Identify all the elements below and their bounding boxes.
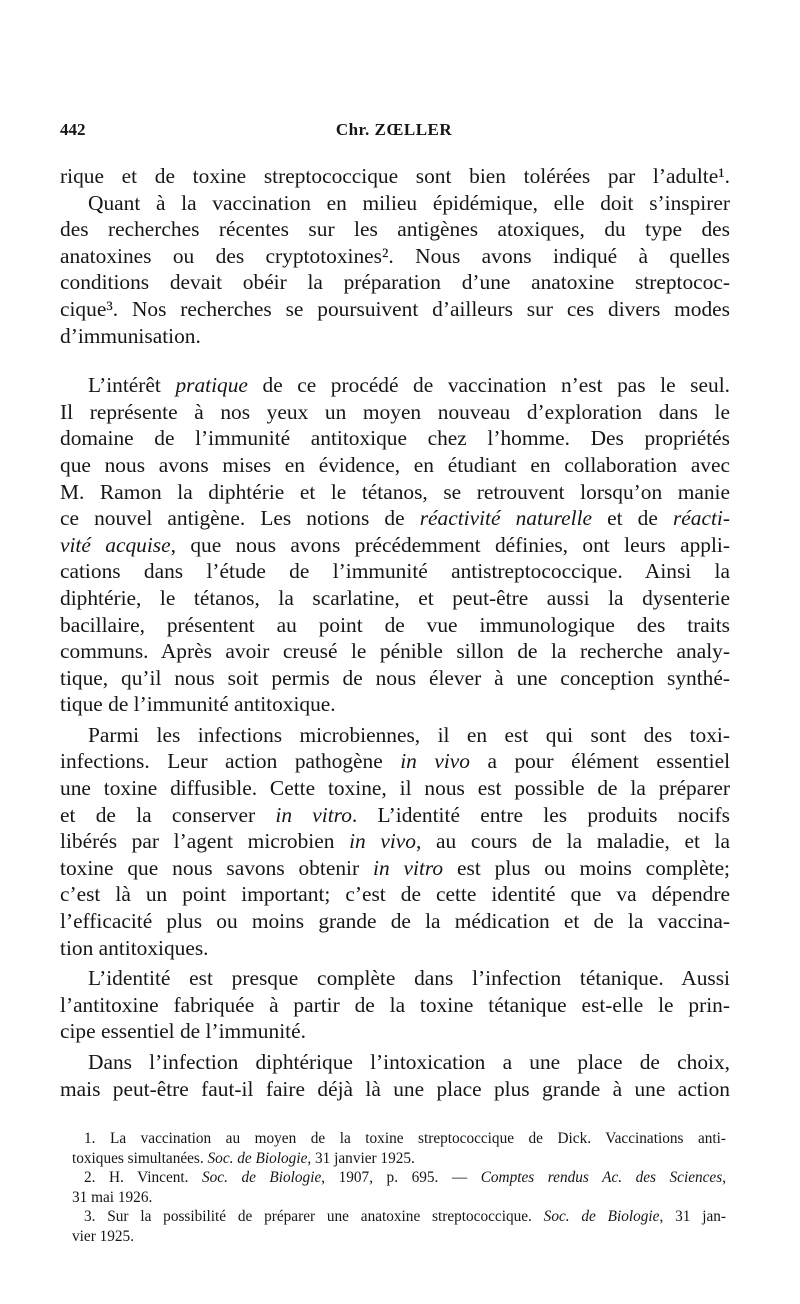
running-head: Chr. ZŒLLER [335, 120, 453, 139]
text-line [60, 532, 730, 559]
text-line: conditions devait obéir la préparation d’une anatoxine streptococ- [60, 270, 730, 295]
text-span: , que nous avons précédemment définies, ont leurs appli- [170, 532, 730, 557]
text-line [60, 828, 730, 855]
text-line: l’antitoxine fabriquée à partir de la toxine tétanique est-elle le prin- [60, 992, 730, 1017]
footnote-line: vier 1925. [72, 1227, 135, 1245]
text-span: 3. Sur la possibilité de préparer une anatoxine streptococcique. [84, 1208, 544, 1225]
emphasis: Soc. de Biologie [543, 1208, 660, 1225]
emphasis: Comptes rendus Ac. des Sciences [480, 1169, 723, 1186]
paragraph [60, 372, 730, 718]
footnote-line: 1. La vaccination au moyen de la toxine streptococcique de Dick. Vaccinations anti- [84, 1130, 726, 1147]
text-line: diphtérie, le tétanos, la scarlatine, et peut-être aussi la dysenterie [60, 585, 730, 610]
emphasis: in vitro [275, 802, 352, 827]
text-span: infections. Leur action pathogène [60, 749, 401, 774]
emphasis: pratique [175, 373, 248, 398]
emphasis: Soc. de Biologie [207, 1149, 308, 1167]
text-span: ce nouvel antigène. Les notions de [60, 506, 420, 531]
text-line: domaine de l’immunité antitoxique chez l’homme. Des propriétés [60, 426, 730, 451]
text-line: c’est là un point important; c’est de cette identité que va dépendre [60, 882, 730, 907]
emphasis: in vitro [373, 855, 444, 880]
paragraph [60, 965, 730, 1045]
emphasis: in vivo [400, 749, 470, 774]
text-line: Dans l’infection diphtérique l’intoxication a une place de choix, [88, 1050, 730, 1074]
text-span: de ce procédé de vaccination n’est pas le seul. [247, 373, 730, 398]
text-line: cations dans l’étude de l’immunité antistreptococcique. Ainsi la [60, 559, 730, 584]
text-line: L’identité est presque complète dans l’infection tétanique. Aussi [88, 966, 730, 991]
footnotes [72, 1129, 726, 1246]
emphasis: Soc. de Biologie [202, 1169, 322, 1186]
page-header [60, 120, 728, 144]
text-span: , [722, 1169, 727, 1186]
text-line: mais peut-être faut-il faire déjà là une place plus grande à une action [60, 1076, 730, 1101]
footnote-line: 31 mai 1926. [72, 1188, 153, 1206]
text-span: est plus ou moins complète; [443, 855, 731, 880]
text-line [60, 372, 730, 399]
text-span: libérés par l’agent microbien [60, 829, 350, 854]
text-line: anatoxines ou des cryptotoxines². Nous avons indiqué à quelles [60, 243, 730, 268]
text-line: communs. Après avoir creusé le pénible sillon de la recherche analy- [60, 639, 730, 664]
emphasis: réacti- [672, 506, 730, 531]
emphasis: vité acquise [60, 532, 171, 557]
text-line: des recherches récentes sur les antigènes atoxiques, du type des [60, 217, 730, 242]
text-span: , 1907, p. 695. — [321, 1169, 481, 1186]
text-line: l’efficacité plus ou moins grande de la médication et de la vaccina- [60, 909, 730, 934]
text-span: , au cours de la maladie, et la [415, 829, 730, 854]
text-span: , 31 janvier 1925. [307, 1149, 415, 1167]
text-line: tique de l’immunité antitoxique. [60, 692, 336, 717]
text-line: rique et de toxine streptococcique sont bien tolérées par l’adulte¹. [60, 164, 730, 188]
text-line: cique³. Nos recherches se poursuivent d’ailleurs sur ces divers modes [60, 296, 730, 321]
paragraph [60, 163, 730, 349]
text-span: et de la conserver [60, 802, 276, 827]
text-line: tique, qu’il nous soit permis de nous élever à une conception synthé- [60, 665, 730, 690]
page-number: 442 [60, 120, 86, 139]
text-line: Parmi les infections microbiennes, il en est qui sont des toxi- [88, 722, 730, 747]
text-line: Quant à la vaccination en milieu épidémique, elle doit s’inspirer [88, 190, 730, 215]
text-line: d’immunisation. [60, 323, 201, 348]
text-line: bacillaire, présentent au point de vue immunologique des traits [60, 612, 730, 637]
text-span: toxiques simultanées. [72, 1149, 208, 1167]
text-span: toxine que nous savons obtenir [60, 855, 373, 880]
text-line: Il représente à nos yeux un moyen nouveau d’exploration dans le [60, 399, 730, 424]
text-span: . L’identité entre les produits nocifs [351, 802, 730, 827]
text-line [60, 505, 730, 532]
text-span: 2. H. Vincent. [84, 1169, 202, 1186]
text-span: , 31 jan- [659, 1208, 726, 1225]
text-line: M. Ramon la diphtérie et le tétanos, se retrouvent lorsqu’on manie [60, 479, 730, 504]
text-span: a pour élément essentiel [469, 749, 731, 774]
text-line [60, 855, 730, 882]
text-line: que nous avons mises en évidence, en étudiant en collaboration avec [60, 452, 730, 477]
paragraph [60, 1049, 730, 1102]
emphasis: in vivo [349, 829, 416, 854]
text-line: une toxine diffusible. Cette toxine, il nous est possible de la préparer [60, 776, 730, 801]
text-line [60, 748, 730, 775]
footnote-line [72, 1168, 726, 1188]
body-text [60, 163, 730, 1102]
footnote-line [72, 1207, 726, 1227]
footnote-line [72, 1149, 726, 1169]
paragraph [60, 722, 730, 961]
text-span: L’intérêt [88, 373, 176, 398]
text-line: cipe essentiel de l’immunité. [60, 1019, 306, 1044]
text-line: tion antitoxiques. [60, 935, 209, 960]
text-line [60, 802, 730, 829]
emphasis: réactivité naturelle [419, 506, 593, 531]
text-span: et de [592, 506, 673, 531]
